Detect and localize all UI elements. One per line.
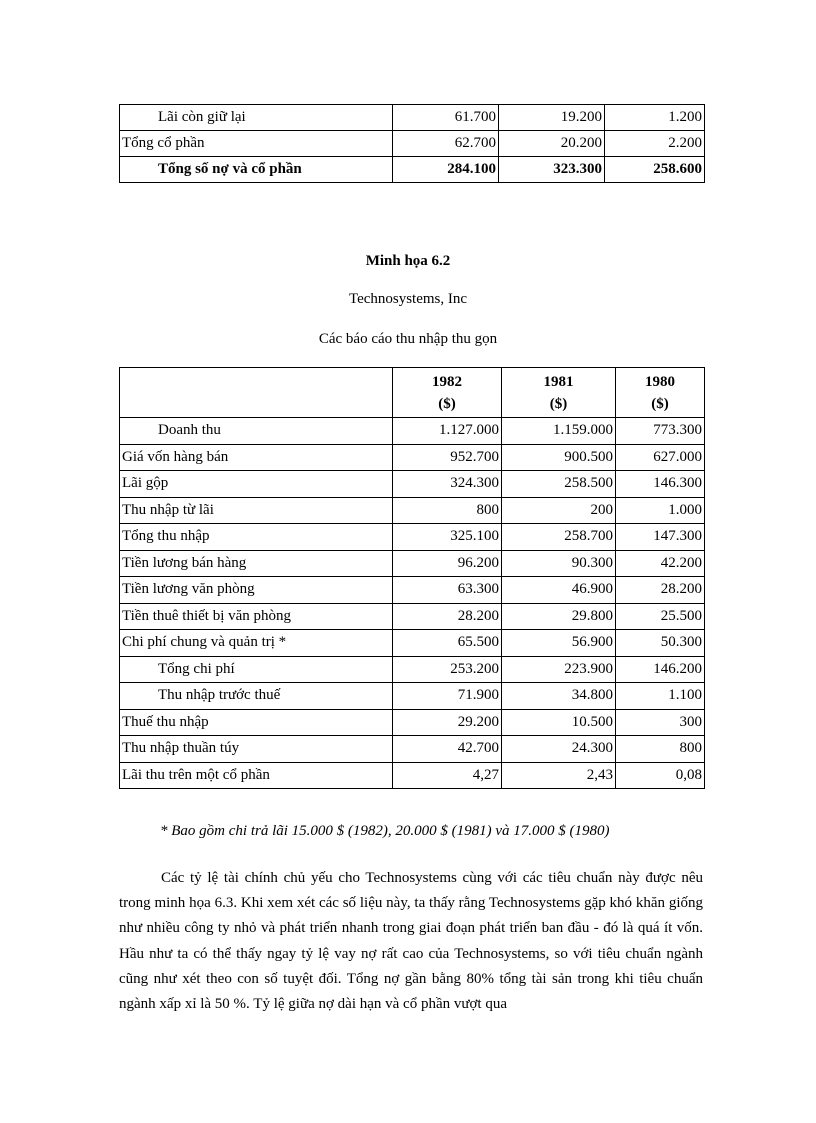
row-label: Tổng chi phí <box>120 656 393 683</box>
value-1980: 1.100 <box>616 683 705 710</box>
value-1980: 25.500 <box>616 603 705 630</box>
header-1981 <box>502 368 616 418</box>
header-1982 <box>393 368 502 418</box>
row-label: Lãi còn giữ lại <box>120 105 393 131</box>
row-label: Tổng thu nhập <box>120 524 393 551</box>
row-label: Tiền lương bán hàng <box>120 550 393 577</box>
value-1981: 20.200 <box>499 131 605 157</box>
value-1980: 146.300 <box>616 471 705 498</box>
header-1980 <box>616 368 705 418</box>
header-unit: ($) <box>549 395 568 412</box>
value-1980: 42.200 <box>616 550 705 577</box>
table-row <box>120 630 705 657</box>
table-row <box>120 105 705 131</box>
header-year: 1982 <box>432 373 462 390</box>
body-paragraph: Các tỷ lệ tài chính chủ yếu cho Technosystems cùng với các tiêu chuẩn này được nêu trong minh họa 6.3. Khi xem xét các số liệu này, ta thấy rằng Technosystems gặp khó khăn giống như nhiều công ty nhỏ và phát triển nhanh trong giai đoạn phát triển ban đầu - đó là quá ít vốn. Hầu như ta có thể thấy ngay tỷ lệ vay nợ rất cao của Technosystems, so với tiêu chuẩn ngành cũng như xét theo con số tuyệt đối. Tổng nợ gần bằng 80% tổng tài sản trong khi tiêu chuẩn ngành xấp xỉ là 50 %. Tỷ lệ giữa nợ dài hạn và cổ phần vượt qua <box>119 870 703 1013</box>
value-1982: 29.200 <box>393 709 502 736</box>
header-year: 1981 <box>543 373 574 390</box>
row-label: Chi phí chung và quản trị * <box>120 630 393 657</box>
value-1982: 324.300 <box>393 471 502 498</box>
header-empty-cell <box>120 368 393 418</box>
value-1981: 19.200 <box>499 105 605 131</box>
value-1980: 800 <box>616 736 705 763</box>
row-label: Lãi thu trên một cổ phần <box>120 762 393 789</box>
value-1980: 773.300 <box>616 418 705 445</box>
table-row <box>120 683 705 710</box>
value-1982: 4,27 <box>393 762 502 789</box>
table-row <box>120 603 705 630</box>
table-row-total <box>120 157 705 183</box>
table-row <box>120 577 705 604</box>
value-1982: 28.200 <box>393 603 502 630</box>
value-1982: 1.127.000 <box>393 418 502 445</box>
value-1981: 90.300 <box>502 550 616 577</box>
row-label: Doanh thu <box>120 418 393 445</box>
header-year: 1980 <box>645 373 675 390</box>
value-1981: 24.300 <box>502 736 616 763</box>
value-1981: 34.800 <box>502 683 616 710</box>
value-1980: 1.000 <box>616 497 705 524</box>
row-label: Tổng cổ phần <box>120 131 393 157</box>
row-label: Lãi gộp <box>120 471 393 498</box>
value-1981: 46.900 <box>502 577 616 604</box>
figure-caption-title: Minh họa 6.2 <box>365 253 451 269</box>
value-1981: 1.159.000 <box>502 418 616 445</box>
value-1980: 2.200 <box>605 131 705 157</box>
table-row <box>120 736 705 763</box>
row-label: Thuế thu nhập <box>120 709 393 736</box>
value-1981: 2,43 <box>502 762 616 789</box>
header-unit: ($) <box>438 395 456 412</box>
table-row <box>120 656 705 683</box>
value-1982: 63.300 <box>393 577 502 604</box>
value-1980: 258.600 <box>605 157 705 183</box>
table-row <box>120 550 705 577</box>
header-unit: ($) <box>651 395 669 412</box>
table-row <box>120 131 705 157</box>
value-1980: 147.300 <box>616 524 705 551</box>
value-1980: 50.300 <box>616 630 705 657</box>
value-1981: 258.500 <box>502 471 616 498</box>
value-1981: 10.500 <box>502 709 616 736</box>
value-1980: 146.200 <box>616 656 705 683</box>
table-row <box>120 471 705 498</box>
value-1982: 325.100 <box>393 524 502 551</box>
row-label: Tiền lương văn phòng <box>120 577 393 604</box>
value-1982: 253.200 <box>393 656 502 683</box>
value-1981: 200 <box>502 497 616 524</box>
table-row <box>120 709 705 736</box>
row-label: Tiền thuê thiết bị văn phòng <box>120 603 393 630</box>
value-1982: 61.700 <box>393 105 499 131</box>
table-row <box>120 444 705 471</box>
row-label: Thu nhập trước thuế <box>120 683 393 710</box>
value-1980: 627.000 <box>616 444 705 471</box>
table-footnote: * Bao gồm chi trả lãi 15.000 $ (1982), 20.000 $ (1981) và 17.000 $ (1980) <box>160 823 610 839</box>
value-1982: 62.700 <box>393 131 499 157</box>
value-1981: 56.900 <box>502 630 616 657</box>
row-label: Thu nhập từ lãi <box>120 497 393 524</box>
row-label: Giá vốn hàng bán <box>120 444 393 471</box>
balance-sheet-fragment-table <box>119 104 705 183</box>
table-row <box>120 524 705 551</box>
value-1982: 96.200 <box>393 550 502 577</box>
value-1980: 1.200 <box>605 105 705 131</box>
income-statement-table <box>119 367 705 789</box>
value-1982: 800 <box>393 497 502 524</box>
value-1981: 223.900 <box>502 656 616 683</box>
value-1982: 952.700 <box>393 444 502 471</box>
value-1980: 300 <box>616 709 705 736</box>
value-1981: 258.700 <box>502 524 616 551</box>
value-1980: 28.200 <box>616 577 705 604</box>
table-row <box>120 418 705 445</box>
row-label: Tổng số nợ và cổ phần <box>120 157 393 183</box>
value-1982: 284.100 <box>393 157 499 183</box>
company-name: Technosystems, Inc <box>348 291 468 307</box>
row-label: Thu nhập thuần túy <box>120 736 393 763</box>
value-1980: 0,08 <box>616 762 705 789</box>
value-1981: 900.500 <box>502 444 616 471</box>
value-1981: 29.800 <box>502 603 616 630</box>
table-row <box>120 497 705 524</box>
report-title: Các báo cáo thu nhập thu gọn <box>318 331 498 347</box>
value-1982: 71.900 <box>393 683 502 710</box>
table-header-row <box>120 368 705 418</box>
table-row <box>120 762 705 789</box>
value-1982: 42.700 <box>393 736 502 763</box>
value-1981: 323.300 <box>499 157 605 183</box>
value-1982: 65.500 <box>393 630 502 657</box>
